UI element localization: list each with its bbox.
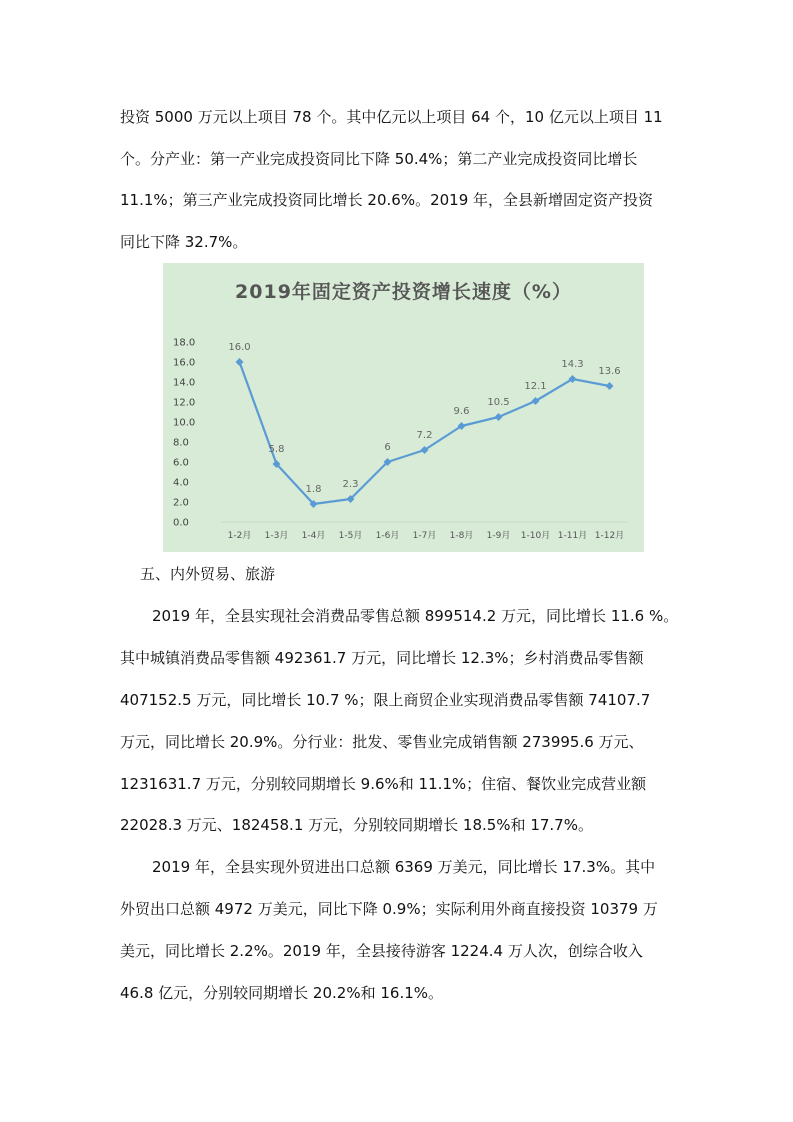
paragraph-line: 个。分产业：第一产业完成投资同比下降 50.4%；第二产业完成投资同比增长	[120, 150, 638, 168]
data-label: 6	[384, 442, 391, 453]
paragraph-line: 11.1%；第三产业完成投资同比增长 20.6%。2019 年，全县新增固定资产投资	[120, 191, 654, 209]
x-tick-label: 1-12月	[594, 531, 625, 541]
chart-plot	[163, 263, 644, 552]
paragraph-line: 46.8 亿元，分别较同期增长 20.2%和 16.1%。	[120, 984, 444, 1002]
paragraph-line: 2019 年，全县实现外贸进出口总额 6369 万美元，同比增长 17.3%。其中	[152, 858, 656, 876]
y-tick-label: 16.0	[173, 357, 196, 369]
data-label: 5.8	[268, 444, 285, 455]
data-label: 10.5	[487, 397, 510, 408]
paragraph-line: 407152.5 万元，同比增长 10.7 %；限上商贸企业实现消费品零售额 74107.7	[120, 691, 651, 709]
x-tick-label: 1-2月	[227, 531, 252, 541]
y-tick-label: 6.0	[173, 457, 189, 469]
data-label: 1.8	[305, 484, 322, 495]
x-tick-label: 1-11月	[557, 531, 588, 541]
y-tick-label: 0.0	[173, 517, 189, 529]
data-label: 14.3	[561, 359, 584, 370]
paragraph-line: 外贸出口总额 4972 万美元，同比下降 0.9%；实际利用外商直接投资 10379 万	[120, 900, 658, 918]
y-tick-label: 8.0	[173, 437, 189, 449]
x-tick-label: 1-3月	[264, 531, 289, 541]
paragraph-line: 1231631.7 万元，分别较同期增长 9.6%和 11.1%；住宿、餐饮业完成营业额	[120, 775, 647, 793]
data-label: 12.1	[524, 381, 547, 392]
data-point	[606, 382, 614, 390]
y-tick-label: 10.0	[173, 417, 196, 429]
paragraph-line: 美元，同比增长 2.2%。2019 年，全县接待游客 1224.4 万人次，创综合收入	[120, 942, 643, 960]
paragraph-line: 投资 5000 万元以上项目 78 个。其中亿元以上项目 64 个，10 亿元以上项目 11	[120, 108, 663, 126]
paragraph-line: 22028.3 万元、182458.1 万元，分别较同期增长 18.5%和 17.7%。	[120, 816, 593, 834]
paragraph-line: 同比下降 32.7%。	[120, 233, 248, 251]
x-tick-label: 1-10月	[520, 531, 551, 541]
x-tick-label: 1-8月	[449, 531, 474, 541]
data-label: 2.3	[342, 479, 359, 490]
x-tick-label: 1-7月	[412, 531, 437, 541]
x-tick-label: 1-4月	[301, 531, 326, 541]
y-tick-label: 18.0	[173, 337, 196, 349]
y-tick-label: 2.0	[173, 497, 189, 509]
data-label: 16.0	[228, 342, 251, 353]
investment-growth-chart	[163, 263, 644, 552]
paragraph-line: 万元，同比增长 20.9%。分行业：批发、零售业完成销售额 273995.6 万元、	[120, 733, 644, 751]
data-label: 7.2	[416, 430, 433, 441]
x-tick-label: 1-6月	[375, 531, 400, 541]
data-label: 13.6	[598, 366, 621, 377]
x-tick-label: 1-5月	[338, 531, 363, 541]
paragraph-line: 2019 年，全县实现社会消费品零售总额 899514.2 万元，同比增长 11.6 %。	[152, 607, 679, 625]
data-point	[495, 413, 503, 421]
data-label: 9.6	[453, 406, 470, 417]
y-tick-label: 14.0	[173, 377, 196, 389]
data-point	[236, 358, 244, 366]
y-tick-label: 12.0	[173, 397, 196, 409]
chart-title: 2019年固定资产投资增长速度（%）	[235, 281, 572, 303]
paragraph-line: 其中城镇消费品零售额 492361.7 万元，同比增长 12.3%；乡村消费品零售额	[120, 649, 644, 667]
section-heading: 五、内外贸易、旅游	[140, 565, 276, 583]
y-tick-label: 4.0	[173, 477, 189, 489]
x-tick-label: 1-9月	[486, 531, 511, 541]
